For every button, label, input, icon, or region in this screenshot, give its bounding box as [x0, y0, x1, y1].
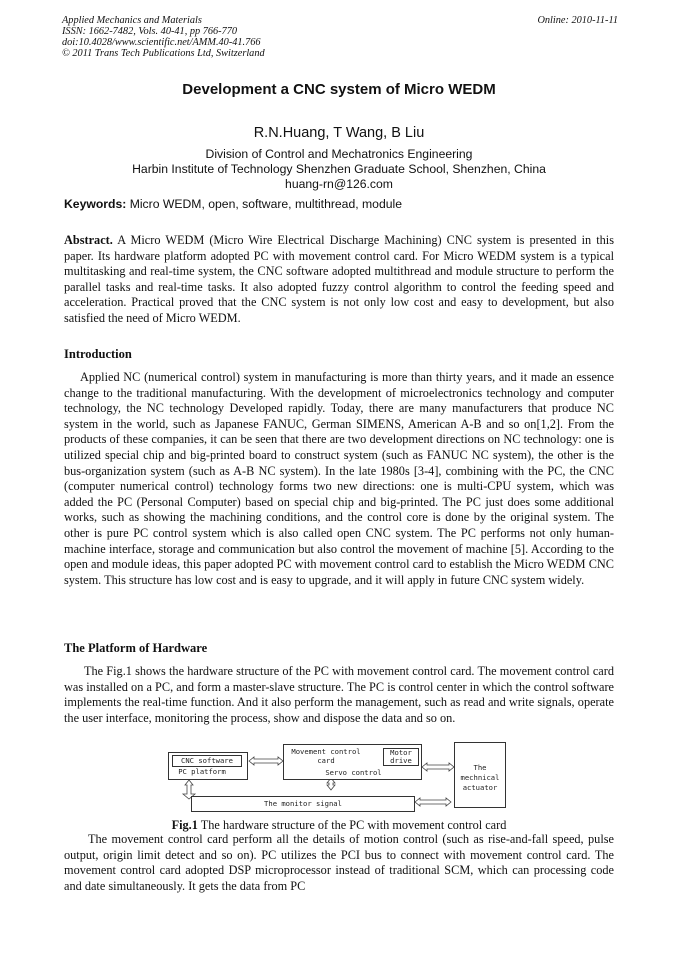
abstract-label: Abstract. — [64, 233, 113, 247]
servo-control-box — [283, 744, 422, 780]
monitor-signal-box: The monitor signal — [191, 796, 415, 812]
abstract — [64, 233, 614, 327]
cnc-software-box: CNC software — [172, 755, 242, 767]
pc-platform-label: PC platform — [178, 767, 226, 776]
hardware-structure-figure — [160, 742, 510, 817]
abstract-text: A Micro WEDM (Micro Wire Electrical Discharge Machining) CNC system is presented in this paper. Its hardware platform adopted PC with movement control card. For Micro WEDM system is a typical multitasking and real-time system, the CNC software adopted multithread and module structure to perform the parallel tasks and real-time tasks. It also adopted fuzzy control algorithm to control the feeding speed and acceleration. Practical proved that the CNC system is not only low cost and easy to development, but also satisfied the need of Micro WEDM. — [64, 233, 614, 325]
introduction-text: Applied NC (numerical control) system in manufacturing is more than thirty years, and it made an essence change to the traditional manufacturing. With the development of microelectronics technology and computer technology, the NC technology Developed rapidly. Today, there are many manufacturers that produce NC system in the world, such as Japanese FANUC, German SIMENS, American A-B and so on[1,2]. From the products of these companies, it can be seen that there are two development directions on NC technology: one is utilized special chip and big-printed board to construct system (such as FANUC NC system), the other is the bus-organization system (such as A-B NC system). In the late 1980s [3-4], combining with the PC, the CNC (computer numerical control) technology forms two new directions: one is multi-CPU system, which was added the PC (Personal Computer) based on special chip and big-printed. The PC just does some additional works, such as showing the machining conditions, and the control core is done by the original system. The other is pure PC control system which is also called open CNC system. The PC performs not only human-machine interface, storage and communication but also control the movement of machine [5]. According to the open and module ideas, this paper adopted PC with movement control card to establish the Micro WEDM CNC system. This structure has low cost and is easy to upgrade, and it will apply in future CNC system widely. — [64, 370, 614, 587]
figure-caption-text: The hardware structure of the PC with movement control card — [197, 818, 507, 832]
hardware-paragraph-1: The Fig.1 shows the hardware structure of the PC with movement control card. The movement control card was installed on a PC, and form a master-slave structure. The PC is control center in which the control software implements the real-time function. And it also perform the management, such as read and write signals, operate the user interface, monitoring the process, show and dispose the data and so on. — [64, 664, 614, 725]
keywords-text: Micro WEDM, open, software, multithread, module — [126, 197, 402, 211]
movement-card-label: Movement control card — [291, 747, 361, 765]
copyright-line: © 2011 Trans Tech Publications Ltd, Switzerland — [62, 48, 265, 59]
affiliation — [62, 147, 616, 192]
author-email: huang-rn@126.com — [285, 177, 393, 191]
issn-line: ISSN: 1662-7482, Vols. 40-41, pp 766-770 — [62, 26, 238, 37]
keywords-label: Keywords: — [64, 197, 127, 211]
motor-drive-box: Motor drive — [383, 748, 419, 766]
journal-name: Applied Mechanics and Materials — [62, 15, 202, 26]
journal-header — [62, 15, 618, 59]
paper-title: Development a CNC system of Micro WEDM — [182, 81, 496, 98]
hardware-paragraph-2: The movement control card perform all the details of motion control (such as rise-and-fall speed, pulse output, origin limit detect and so on). PC utilizes the PCI bus to connect with movement control card. The movement control card adopted DSP microprocessor instead of traditional SCM, which can processing code and date simultaneously. It gets the data from PC — [64, 832, 614, 893]
servo-control-label: Servo control — [325, 768, 382, 777]
introduction-heading: Introduction — [64, 347, 132, 361]
pc-platform-box — [168, 752, 248, 780]
mechanical-actuator-box: The mechnical actuator — [454, 742, 506, 808]
hardware-heading: The Platform of Hardware — [64, 641, 208, 655]
online-date: Online: 2010-11-11 — [537, 15, 618, 26]
affiliation-line-2: Harbin Institute of Technology Shenzhen Graduate School, Shenzhen, China — [132, 162, 546, 176]
doi-line: doi:10.4028/www.scientific.net/AMM.40-41.766 — [62, 37, 261, 48]
authors: R.N.Huang, T Wang, B Liu — [253, 125, 425, 141]
affiliation-line-1: Division of Control and Mechatronics Engineering — [205, 147, 473, 161]
keywords — [64, 197, 616, 211]
figure-caption-label: Fig.1 — [171, 818, 198, 832]
figure-caption — [62, 818, 616, 833]
